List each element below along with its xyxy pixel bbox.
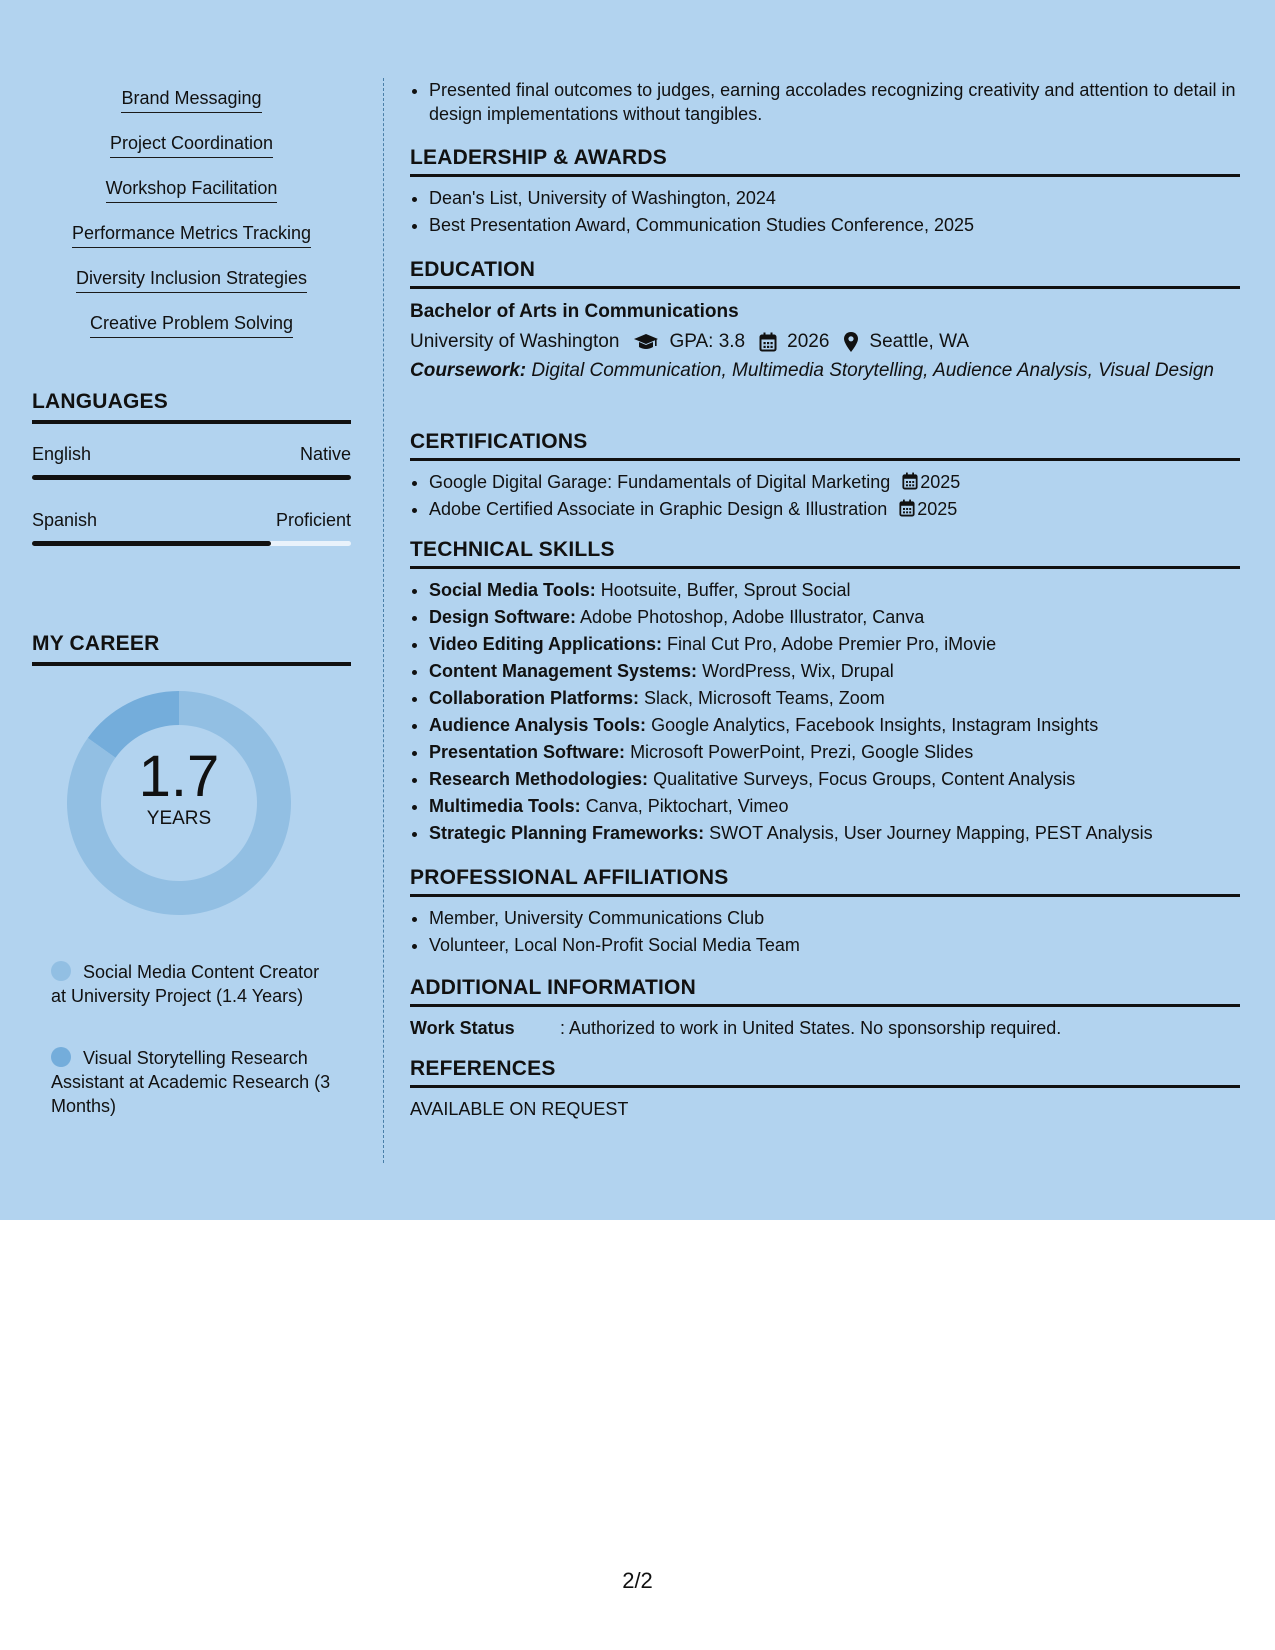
technical-skill-item (429, 712, 1240, 739)
graduation-cap-icon (633, 332, 659, 352)
technical-skill-label: Video Editing Applications: (429, 634, 663, 654)
language-proficiency-bar (32, 475, 351, 480)
technical-skill-label: Design Software: (429, 607, 577, 627)
career-legend-item (51, 1046, 331, 1118)
language-name: Spanish (32, 510, 98, 530)
career-legend-item (51, 960, 331, 1008)
certification-name: Adobe Certified Associate in Graphic Design & Illustration (429, 499, 888, 519)
affiliations-heading: PROFESSIONAL AFFILIATIONS (410, 866, 1240, 897)
technical-skill-label: Collaboration Platforms: (429, 688, 640, 708)
languages-heading: LANGUAGES (32, 390, 351, 424)
leadership-heading: LEADERSHIP & AWARDS (410, 146, 1240, 177)
language-item (32, 510, 351, 546)
technical-skill-label: Strategic Planning Frameworks: (429, 823, 705, 843)
column-divider (383, 78, 384, 1163)
skill-item: Creative Problem Solving (32, 303, 351, 348)
references-text: AVAILABLE ON REQUEST (410, 1099, 629, 1119)
skill-item: Diversity Inclusion Strategies (32, 258, 351, 303)
career-years-label: YEARS (146, 808, 212, 829)
technical-skill-item (429, 793, 1240, 820)
technical-skill-item (429, 685, 1240, 712)
page-number: 2/2 (622, 1568, 653, 1593)
education-section (410, 258, 1240, 383)
coursework (410, 359, 1240, 383)
certification-year: 2025 (917, 499, 958, 519)
technical-skills-heading: TECHNICAL SKILLS (410, 538, 1240, 569)
technical-skill-value: Adobe Photoshop, Adobe Illustrator, Canva (580, 607, 925, 627)
references-section (410, 1057, 1240, 1123)
technical-skill-value: Google Analytics, Facebook Insights, Instagram Insights (651, 715, 1099, 735)
additional-info-heading: ADDITIONAL INFORMATION (410, 976, 1240, 1007)
technical-skill-item (429, 604, 1240, 631)
technical-skills-section (410, 538, 1240, 847)
technical-skill-value: Microsoft PowerPoint, Prezi, Google Slides (630, 742, 974, 762)
certification-year: 2025 (920, 472, 961, 492)
technical-skill-label: Content Management Systems: (429, 661, 698, 681)
skill-item: Workshop Facilitation (32, 168, 351, 213)
graduation-year: 2026 (787, 331, 830, 352)
calendar-icon (759, 332, 777, 352)
work-status-value: : Authorized to work in United States. No sponsorship required. (560, 1018, 1062, 1038)
skill-item: Project Coordination (32, 123, 351, 168)
leadership-item: • Best Presentation Award, Communication Studies Conference, 2025 (429, 212, 1240, 239)
technical-skill-value: Final Cut Pro, Adobe Premier Pro, iMovie (667, 634, 997, 654)
technical-skill-label: Audience Analysis Tools: (429, 715, 647, 735)
language-level: Proficient (275, 510, 351, 530)
left-column (32, 78, 351, 1116)
certification-item (429, 496, 1240, 523)
legend-dot (51, 961, 71, 981)
technical-skill-label: Presentation Software: (429, 742, 626, 762)
certifications-section (410, 430, 1240, 523)
language-proficiency-fill (32, 475, 351, 480)
coursework-list: Digital Communication, Multimedia Storytelling, Audience Analysis, Visual Design (531, 360, 1214, 381)
education-location: Seattle, WA (869, 331, 970, 352)
technical-skill-item (429, 658, 1240, 685)
legend-dot (51, 1047, 71, 1067)
affiliations-section (410, 866, 1240, 959)
work-status-label: Work Status (410, 1018, 515, 1038)
legend-label: Visual Storytelling Research Assistant at Academic Research (3 Months) (51, 1048, 331, 1116)
skill-item: Brand Messaging (32, 78, 351, 123)
education-heading: EDUCATION (410, 258, 1240, 289)
technical-skill-item (429, 820, 1240, 847)
leadership-section (410, 146, 1240, 239)
legend-label: Social Media Content Creator at University Project (1.4 Years) (51, 962, 320, 1006)
language-proficiency-fill (32, 541, 271, 546)
language-name: English (32, 444, 92, 464)
school-name: University of Washington (410, 331, 620, 352)
calendar-icon (899, 499, 915, 517)
additional-info-section (410, 976, 1240, 1042)
experience-bullet: • Presented final outcomes to judges, earning accolades recognizing creativity and attention to detail in design implementations without tangibles. (429, 78, 1240, 126)
language-proficiency-bar (32, 541, 351, 546)
technical-skill-item (429, 577, 1240, 604)
experience-continued (410, 78, 1240, 126)
coursework-label: Coursework: (410, 360, 527, 381)
technical-skill-label: Research Methodologies: (429, 769, 649, 789)
technical-skill-item (429, 739, 1240, 766)
gpa: GPA: 3.8 (669, 331, 746, 352)
career-section (32, 632, 351, 1192)
skills-list (32, 78, 351, 348)
career-heading: MY CAREER (32, 632, 351, 666)
language-item (32, 444, 351, 480)
certification-name: Google Digital Garage: Fundamentals of Digital Marketing (429, 472, 891, 492)
career-total (99, 744, 259, 830)
technical-skill-label: Multimedia Tools: (429, 796, 581, 816)
technical-skill-value: Slack, Microsoft Teams, Zoom (644, 688, 885, 708)
skill-item: Performance Metrics Tracking (32, 213, 351, 258)
references-heading: REFERENCES (410, 1057, 1240, 1088)
career-total-years: 1.7 (138, 744, 220, 809)
technical-skills-list (410, 577, 1240, 847)
education-meta (410, 327, 1240, 357)
language-level: Native (299, 444, 351, 464)
technical-skill-value: SWOT Analysis, User Journey Mapping, PEST Analysis (709, 823, 1153, 843)
technical-skill-value: WordPress, Wix, Drupal (702, 661, 894, 681)
leadership-item: • Dean's List, University of Washington, 2024 (429, 185, 1240, 212)
certification-item (429, 469, 1240, 496)
technical-skill-value: Hootsuite, Buffer, Sprout Social (600, 580, 851, 600)
technical-skill-value: Qualitative Surveys, Focus Groups, Content Analysis (653, 769, 1076, 789)
degree-title: Bachelor of Arts in Communications (410, 301, 739, 322)
languages-section (32, 390, 351, 546)
technical-skill-item (429, 631, 1240, 658)
technical-skill-label: Social Media Tools: (429, 580, 596, 600)
calendar-icon (902, 472, 918, 490)
technical-skill-value: Canva, Piktochart, Vimeo (585, 796, 789, 816)
affiliation-item: • Member, University Communications Club (429, 905, 1240, 932)
technical-skill-item (429, 766, 1240, 793)
certifications-heading: CERTIFICATIONS (410, 430, 1240, 461)
work-status (410, 1015, 1240, 1042)
map-pin-icon (843, 331, 859, 353)
affiliation-item: • Volunteer, Local Non-Profit Social Media Team (429, 932, 1240, 959)
